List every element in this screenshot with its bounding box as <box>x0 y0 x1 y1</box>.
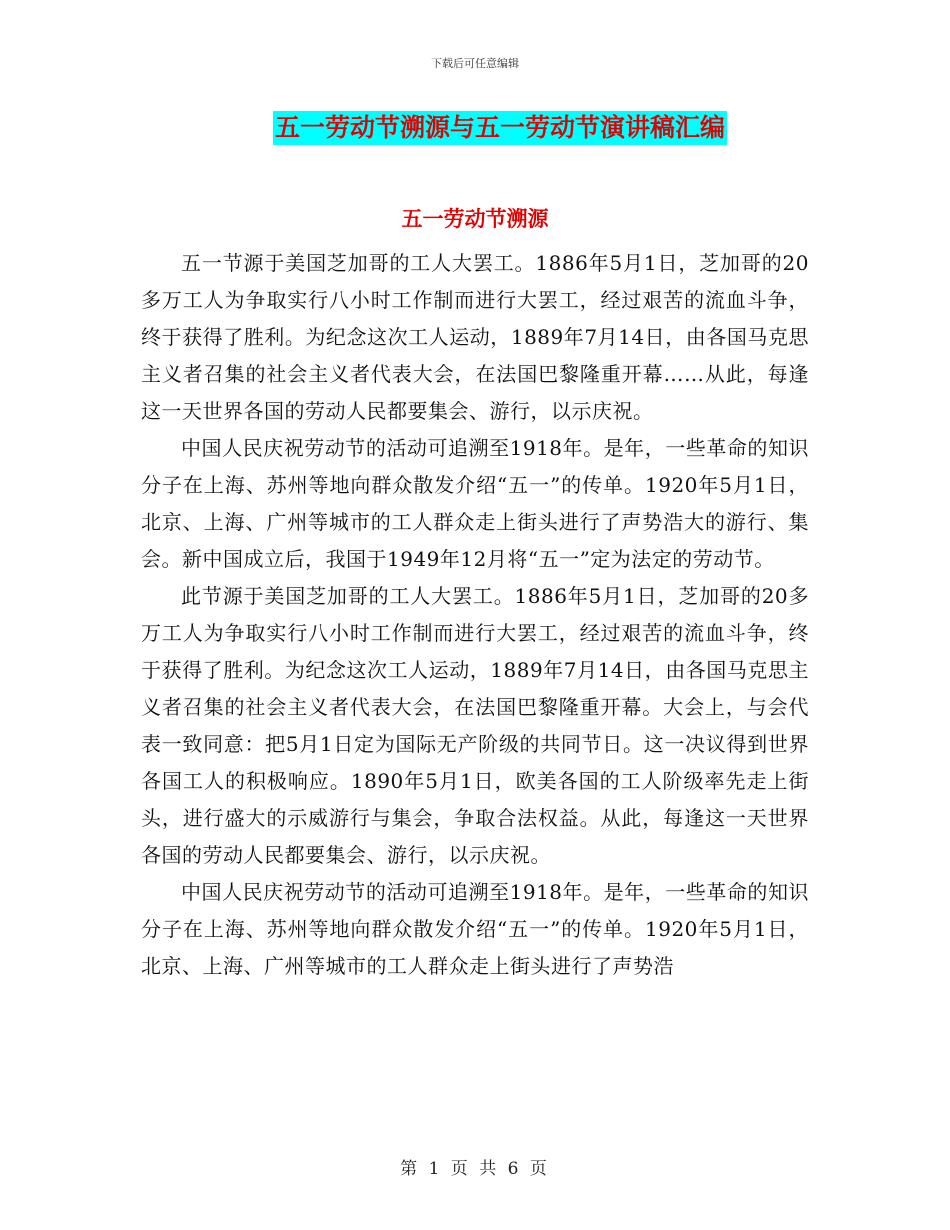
paragraph: 五一节源于美国芝加哥的工人大罢工。1886年5月1日，芝加哥的20多万工人为争取实行八小时工作制而进行大罢工，经过艰苦的流血斗争，终于获得了胜利。为纪念这次工人运动，1889年7月14日，由各国马克思主义者召集的社会主义者代表大会，在法国巴黎隆重开幕……从此，每逢这一天世界各国的劳动人民都要集会、游行，以示庆祝。 <box>141 251 809 423</box>
paragraph: 中国人民庆祝劳动节的活动可追溯至1918年。是年，一些革命的知识分子在上海、苏州等地向群众散发介绍“五一”的传单。1920年5月1日，北京、上海、广州等城市的工人群众走上街头进行了声势浩 <box>141 880 809 978</box>
document-title: 五一劳动节溯源与五一劳动节演讲稿汇编 <box>273 111 727 145</box>
body-text <box>141 245 809 985</box>
page-number-footer: 第 1 页 共 6 页 <box>400 1159 550 1179</box>
section-title: 五一劳动节溯源 <box>401 207 549 231</box>
paragraph: 中国人民庆祝劳动节的活动可追溯至1918年。是年，一些革命的知识分子在上海、苏州等地向群众散发介绍“五一”的传单。1920年5月1日，北京、上海、广州等城市的工人群众走上街头进行了声势浩大的游行、集会。新中国成立后，我国于1949年12月将“五一”定为法定的劳动节。 <box>141 436 809 571</box>
header-note: 下载后可任意编辑 <box>431 57 519 70</box>
paragraph: 此节源于美国芝加哥的工人大罢工。1886年5月1日，芝加哥的20多万工人为争取实行八小时工作制而进行大罢工，经过艰苦的流血斗争，终于获得了胜利。为纪念这次工人运动，1889年7月14日，由各国马克思主义者召集的社会主义者代表大会，在法国巴黎隆重开幕。大会上，与会代表一致同意：把5月1日定为国际无产阶级的共同节日。这一决议得到世界各国工人的积极响应。1890年5月1日，欧美各国的工人阶级率先走上街头，进行盛大的示威游行与集会，争取合法权益。从此，每逢这一天世界各国的劳动人民都要集会、游行，以示庆祝。 <box>141 584 809 867</box>
document-title-container <box>0 111 950 145</box>
